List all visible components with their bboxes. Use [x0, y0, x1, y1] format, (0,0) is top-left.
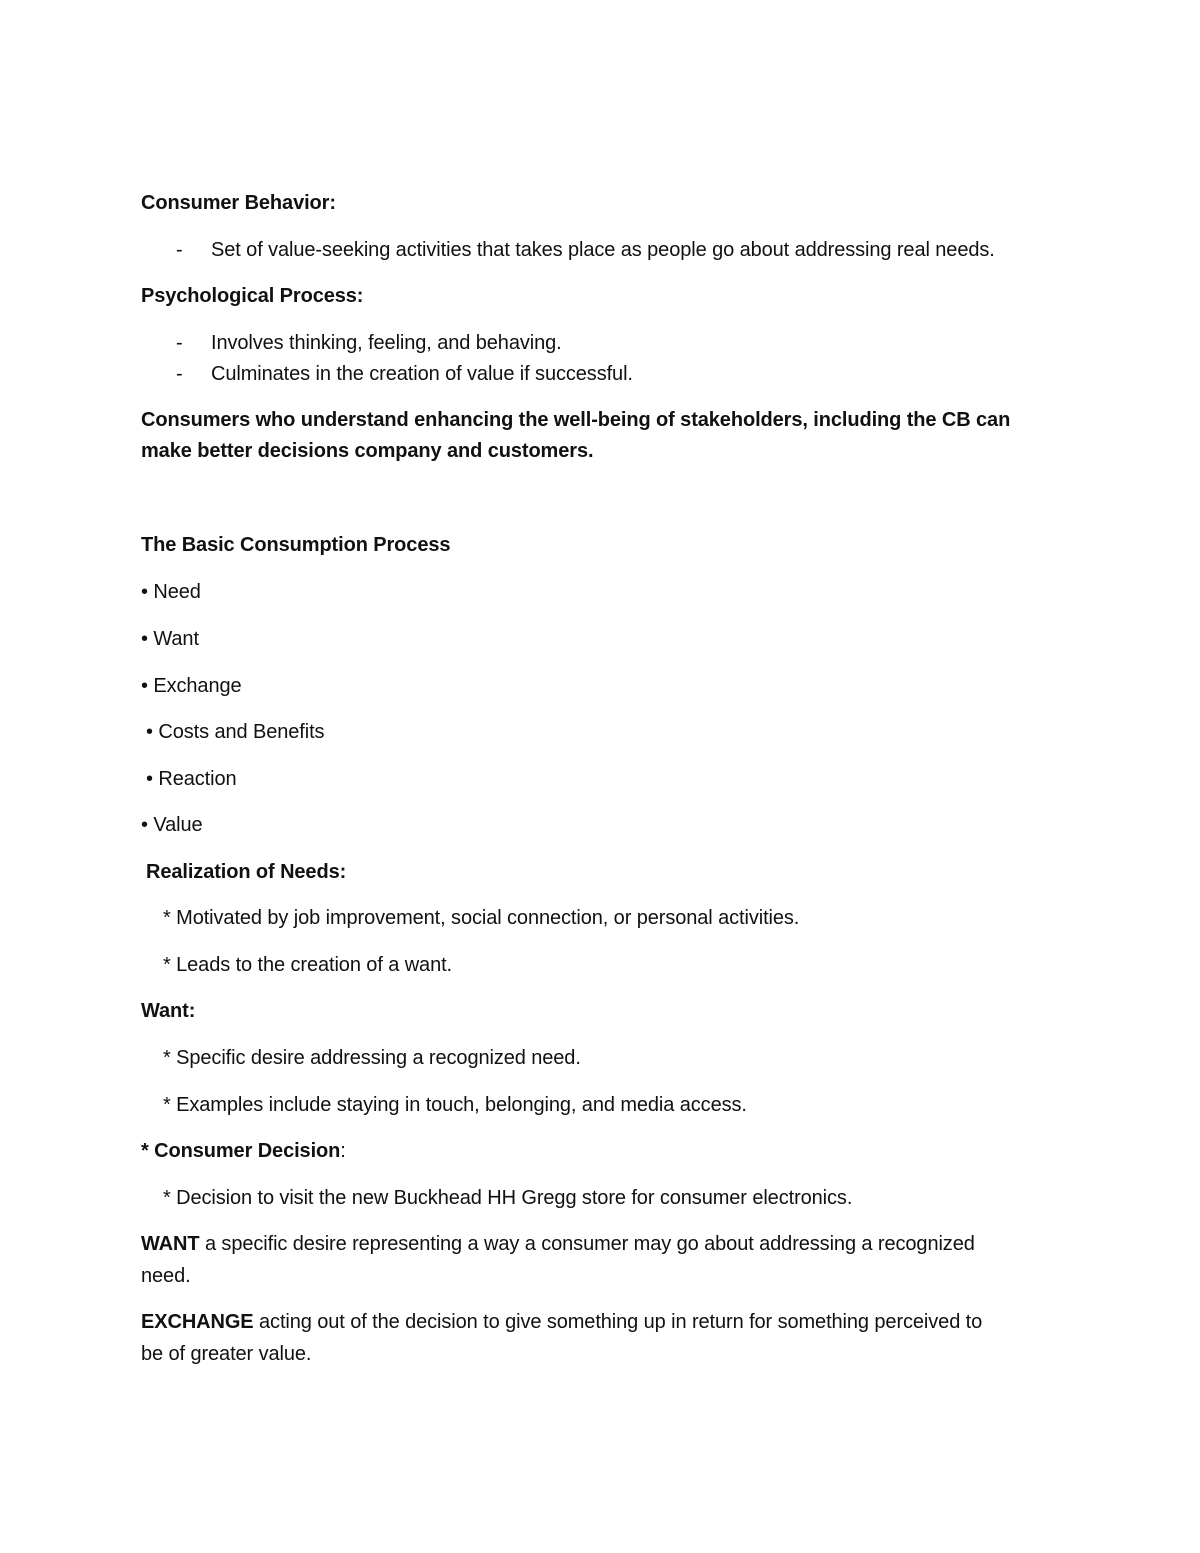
- process-item-reaction: • Reaction: [146, 768, 237, 790]
- heading-consumer-decision: [141, 1139, 346, 1163]
- process-item-need: • Need: [141, 581, 201, 603]
- exchange-definition-text: acting out of the decision to give something up in return for something perceived to: [253, 1311, 983, 1333]
- heading-realization-of-needs: Realization of Needs:: [146, 861, 347, 883]
- consumer-decision-label: * Consumer Decision: [141, 1140, 341, 1162]
- consumer-decision-colon: :: [340, 1140, 346, 1162]
- heading-want: Want:: [141, 1000, 196, 1022]
- realization-item-1: * Motivated by job improvement, social connection, or personal activities.: [163, 907, 800, 929]
- exchange-term: EXCHANGE: [141, 1311, 254, 1333]
- process-item-costs-benefits: • Costs and Benefits: [146, 721, 325, 743]
- want-item-1: * Specific desire addressing a recognized need.: [163, 1047, 581, 1069]
- want-definition-text: a specific desire representing a way a consumer may go about addressing a recognized: [199, 1233, 975, 1255]
- process-item-value: • Value: [141, 814, 203, 836]
- heading-basic-consumption-process: The Basic Consumption Process: [141, 534, 451, 556]
- process-item-want: • Want: [141, 628, 199, 650]
- dash-bullet: -: [176, 239, 183, 261]
- want-definition-line-1: [141, 1232, 975, 1256]
- psychological-item-2: Culminates in the creation of value if successful.: [211, 363, 633, 385]
- exchange-definition-line-2: be of greater value.: [141, 1343, 312, 1365]
- psychological-item-1: Involves thinking, feeling, and behaving.: [211, 332, 562, 354]
- heading-consumer-behavior: Consumer Behavior:: [141, 192, 336, 214]
- dash-bullet: -: [176, 332, 183, 354]
- process-item-exchange: • Exchange: [141, 675, 242, 697]
- want-definition-line-2: need.: [141, 1265, 191, 1287]
- consumer-behavior-definition: Set of value-seeking activities that takes place as people go about addressing real needs.: [211, 239, 995, 261]
- statement-line-2: make better decisions company and customers.: [141, 440, 594, 462]
- heading-psychological-process: Psychological Process:: [141, 285, 364, 307]
- want-item-2: * Examples include staying in touch, belonging, and media access.: [163, 1094, 747, 1116]
- decision-item-1: * Decision to visit the new Buckhead HH Gregg store for consumer electronics.: [163, 1187, 853, 1209]
- realization-item-2: * Leads to the creation of a want.: [163, 954, 453, 976]
- dash-bullet: -: [176, 363, 183, 385]
- want-term: WANT: [141, 1233, 200, 1255]
- statement-line-1: Consumers who understand enhancing the well-being of stakeholders, including the CB can: [141, 409, 1011, 431]
- exchange-definition-line-1: [141, 1310, 982, 1334]
